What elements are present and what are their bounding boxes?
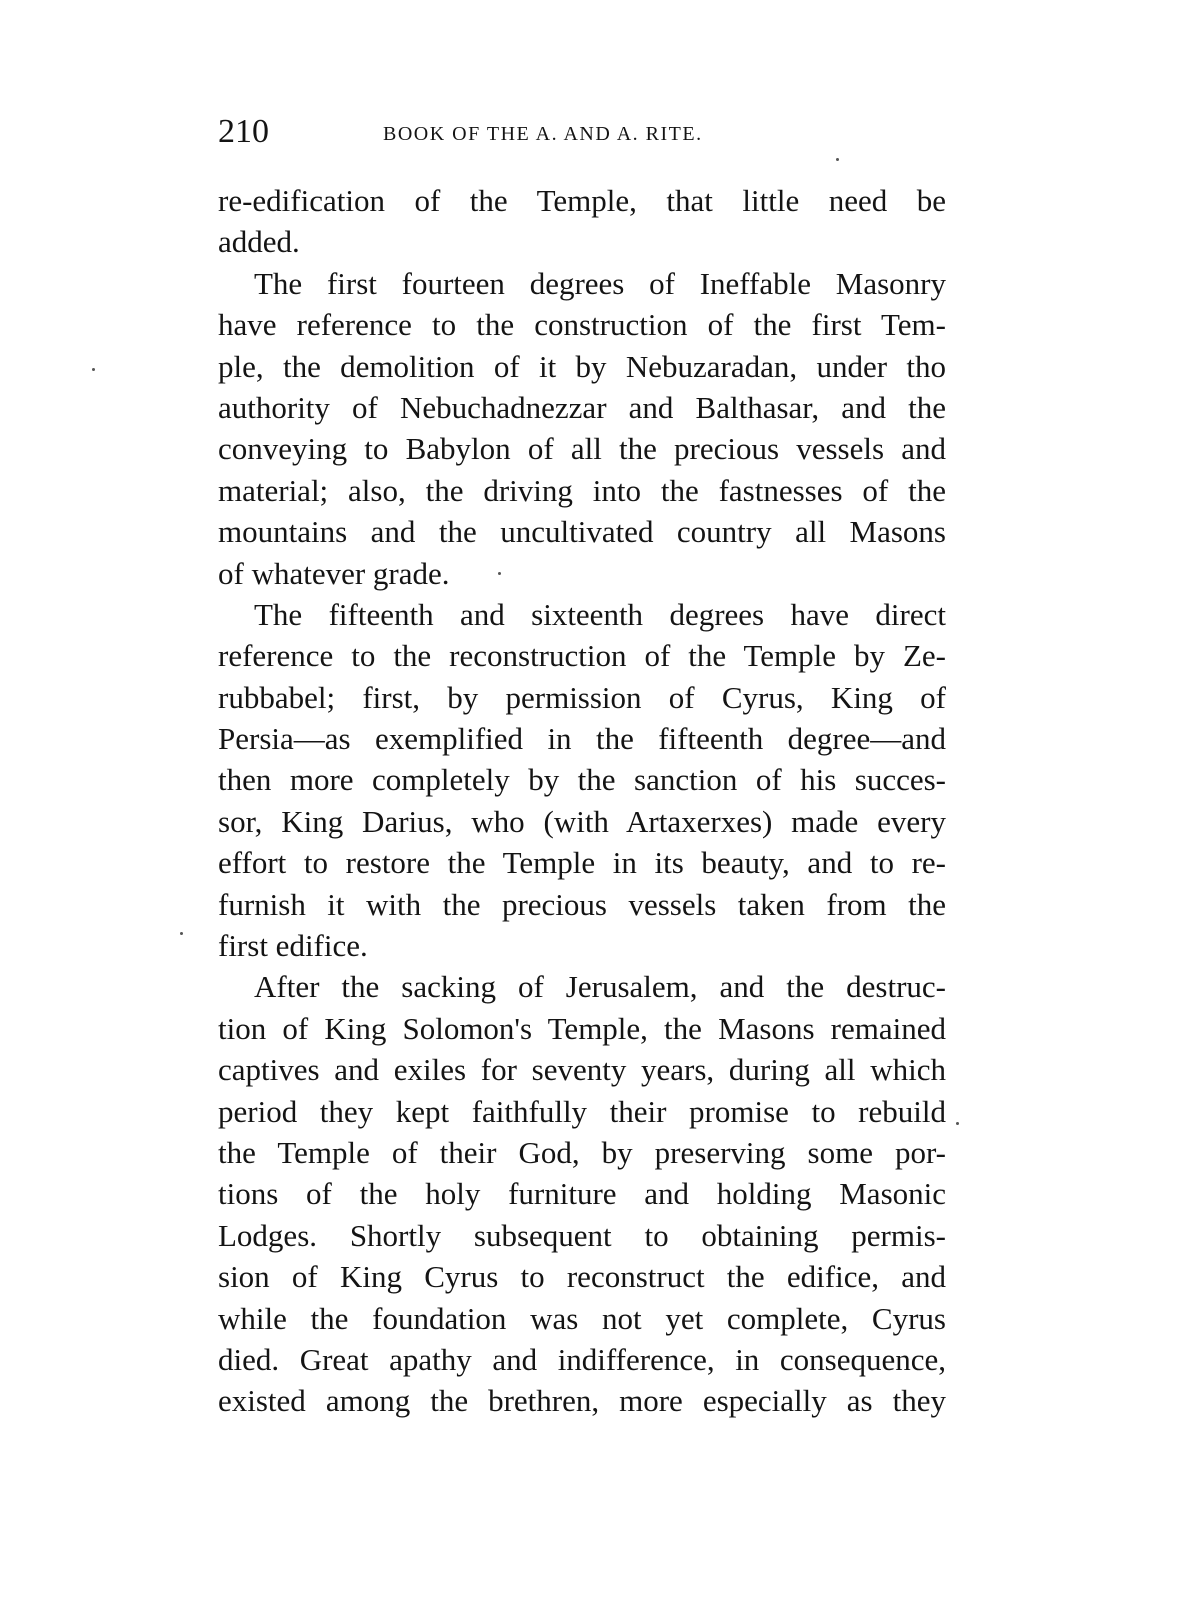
text-line: period they kept faithfully their promise to rebuild [218,1093,946,1129]
text-line: have reference to the construction of the first Tem- [218,307,946,343]
text-line: re-edification of the Temple, that little need be [218,183,946,218]
print-speck [498,572,501,575]
text-line: captives and exiles for seventy years, during all which [218,1052,946,1088]
print-speck [836,158,839,161]
running-title: BOOK OF THE A. AND A. RITE. [383,123,703,145]
text-line: then more completely by the sanction of his succes- [218,762,946,798]
text-line: After the sacking of Jerusalem, and the destruc- [254,969,946,1005]
print-speck [956,1122,959,1125]
text-line: sion of King Cyrus to reconstruct the edifice, and [218,1259,946,1295]
text-line: material; also, the driving into the fastnesses of the [218,472,946,508]
running-head [218,112,948,152]
text-line: Persia—as exemplified in the fifteenth degree—and [218,721,946,757]
text-line: furnish it with the precious vessels taken from the [218,886,946,922]
text-line: first edifice. [218,928,368,964]
text-line: sor, King Darius, who (with Artaxerxes) made every [218,803,946,839]
text-line: added. [218,224,300,260]
text-line: mountains and the uncultivated country all Masons [218,514,946,550]
paragraph-4 [218,966,946,1421]
text-line: effort to restore the Temple in its beauty, and to re- [218,845,946,881]
body-text [218,180,946,1422]
text-line: the Temple of their God, by preserving some por- [218,1134,946,1170]
text-line: ple, the demolition of it by Nebuzaradan, under tho [218,348,946,384]
print-speck [180,932,183,935]
text-line: Lodges. Shortly subsequent to obtaining permis- [218,1217,946,1253]
text-line: of whatever grade. [218,555,450,591]
text-line: while the foundation was not yet complete, Cyrus [218,1300,946,1336]
text-line: The first fourteen degrees of Ineffable Masonry [254,265,946,301]
text-line: The fifteenth and sixteenth degrees have direct [254,596,946,632]
text-line: existed among the brethren, more especially as they [218,1383,946,1419]
text-line: conveying to Babylon of all the precious vessels and [218,431,946,467]
text-line: died. Great apathy and indifference, in consequence, [218,1341,946,1377]
page-number: 210 [218,113,269,150]
print-speck [92,368,95,371]
paragraph-3 [218,594,946,967]
text-line: authority of Nebuchadnezzar and Balthasar, and the [218,389,946,425]
text-line: rubbabel; first, by permission of Cyrus, King of [218,679,946,715]
text-line: tions of the holy furniture and holding Masonic [218,1176,946,1212]
paragraph-2 [218,263,946,594]
paragraph-1 [218,180,946,263]
text-line: reference to the reconstruction of the Temple by Ze- [218,638,946,674]
text-line: tion of King Solomon's Temple, the Masons remained [218,1010,946,1046]
